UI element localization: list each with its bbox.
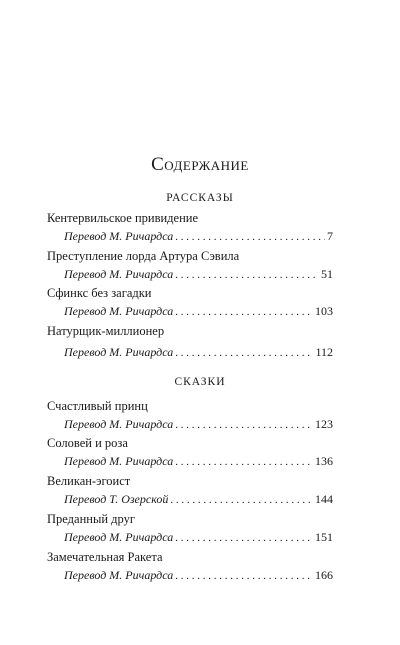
dot-leader (175, 418, 313, 433)
section-heading-fairy-tales: СКАЗКИ (174, 376, 226, 388)
toc-entry-page: 144 (315, 492, 333, 506)
toc-entry[interactable] (47, 512, 333, 546)
toc-entry-line (47, 530, 333, 546)
toc-entry-title: Преданный друг (47, 512, 135, 526)
dot-leader (175, 455, 313, 470)
page-title: Содержание (151, 154, 249, 175)
toc-entry[interactable] (47, 286, 333, 320)
toc-entry-line (47, 492, 333, 508)
toc-entry-translator: Перевод М. Ричардса (64, 568, 174, 582)
toc-entry-page: 103 (315, 304, 333, 318)
toc-entry-translator: Перевод М. Ричардса (64, 267, 174, 281)
toc-entry-title: Великан-эгоист (47, 474, 131, 488)
toc-entry-translator: Перевод М. Ричардса (64, 304, 174, 318)
toc-entry-page: 166 (315, 568, 333, 582)
toc-entry-page: 7 (327, 229, 333, 243)
toc-entry-translator: Перевод М. Ричардса (64, 530, 174, 544)
toc-entry-line (47, 304, 333, 320)
toc-entry-translator: Перевод М. Ричардса (64, 229, 174, 243)
toc-entry-line (47, 454, 333, 470)
dot-leader (175, 569, 313, 584)
toc-entry-line (47, 417, 333, 433)
toc-entry[interactable] (47, 324, 333, 361)
toc-entry-page: 51 (321, 267, 333, 281)
toc-entry[interactable] (47, 550, 333, 584)
dot-leader (175, 531, 313, 546)
toc-entry-title: Кентервильское привидение (47, 211, 199, 225)
toc-entry-line (47, 345, 333, 361)
toc-entry[interactable] (47, 436, 333, 470)
toc-entry-translator: Перевод М. Ричардса (64, 417, 174, 431)
toc-entry-translator: Перевод М. Ричардса (64, 454, 174, 468)
dot-leader (175, 268, 319, 283)
toc-entry-page: 112 (315, 345, 333, 359)
toc-entry[interactable] (47, 474, 333, 508)
toc-entry-title: Преступление лорда Артура Сэвила (47, 249, 240, 263)
section-heading-stories: РАССКАЗЫ (166, 192, 234, 204)
dot-leader (175, 230, 325, 245)
toc-entry-page: 136 (315, 454, 333, 468)
toc-entry-translator: Перевод М. Ричардса (64, 345, 174, 359)
toc-entry-translator: Перевод Т. Озерской (64, 492, 169, 506)
toc-entry-title: Соловей и роза (47, 436, 128, 450)
toc-entry-page: 123 (315, 417, 333, 431)
dot-leader (175, 305, 313, 320)
toc-entry-title: Замечательная Ракета (47, 550, 163, 564)
toc-entry[interactable] (47, 399, 333, 433)
toc-entry-line (47, 267, 333, 283)
dot-leader (170, 493, 313, 508)
dot-leader (175, 346, 313, 361)
toc-entry-line (47, 229, 333, 245)
toc-entry-title: Сфинкс без загадки (47, 286, 152, 300)
toc-entry-title: Счастливый принц (47, 399, 148, 413)
toc-entry-page: 151 (315, 530, 333, 544)
toc-entry[interactable] (47, 211, 333, 245)
toc-entry[interactable] (47, 249, 333, 283)
toc-entry-title: Натурщик-миллионер (47, 324, 165, 338)
toc-entry-line (47, 568, 333, 584)
